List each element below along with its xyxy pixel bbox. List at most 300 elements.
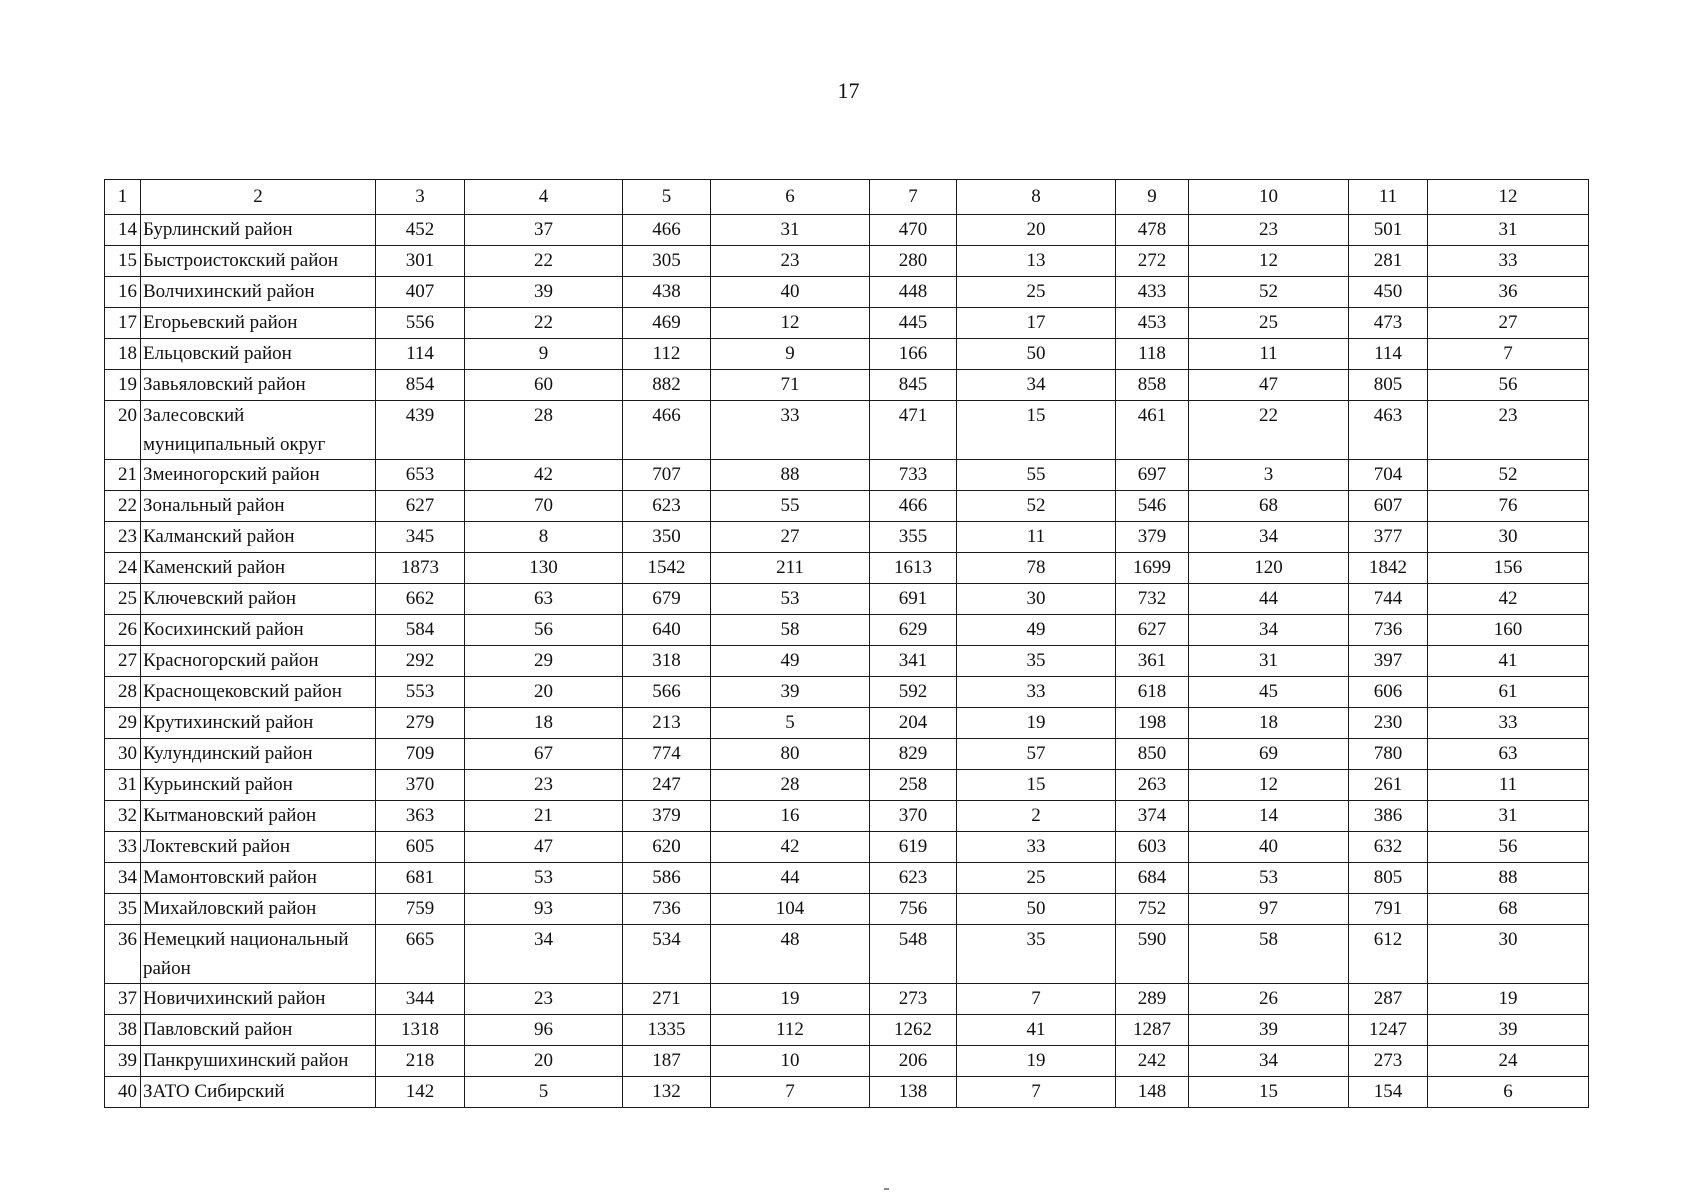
value-cell: 662 — [376, 584, 465, 615]
value-cell: 466 — [870, 491, 957, 522]
district-name-cell: Косихинский район — [141, 615, 376, 646]
district-name-cell: Крутихинский район — [141, 708, 376, 739]
row-number-cell: 31 — [105, 770, 141, 801]
row-number-cell: 23 — [105, 522, 141, 553]
table-row — [105, 491, 1589, 522]
value-cell: 27 — [711, 522, 870, 553]
value-cell: 187 — [623, 1046, 711, 1077]
district-name-cell: Немецкий национальный район — [141, 925, 376, 984]
column-number-cell: 5 — [623, 180, 711, 215]
value-cell: 49 — [711, 646, 870, 677]
value-cell: 213 — [623, 708, 711, 739]
value-cell: 548 — [870, 925, 957, 984]
value-cell: 154 — [1349, 1077, 1428, 1108]
value-cell: 88 — [1428, 863, 1589, 894]
table-row — [105, 246, 1589, 277]
value-cell: 805 — [1349, 370, 1428, 401]
value-cell: 68 — [1189, 491, 1349, 522]
value-cell: 471 — [870, 401, 957, 460]
value-cell: 114 — [376, 339, 465, 370]
value-cell: 63 — [1428, 739, 1589, 770]
value-cell: 19 — [1428, 984, 1589, 1015]
value-cell: 19 — [957, 1046, 1116, 1077]
value-cell: 24 — [1428, 1046, 1589, 1077]
value-cell: 242 — [1116, 1046, 1189, 1077]
value-cell: 882 — [623, 370, 711, 401]
value-cell: 586 — [623, 863, 711, 894]
value-cell: 7 — [957, 984, 1116, 1015]
district-name-cell: Завьяловский район — [141, 370, 376, 401]
table-row — [105, 553, 1589, 584]
value-cell: 279 — [376, 708, 465, 739]
value-cell: 450 — [1349, 277, 1428, 308]
value-cell: 11 — [957, 522, 1116, 553]
value-cell: 1699 — [1116, 553, 1189, 584]
table-row — [105, 770, 1589, 801]
value-cell: 355 — [870, 522, 957, 553]
value-cell: 1873 — [376, 553, 465, 584]
value-cell: 590 — [1116, 925, 1189, 984]
value-cell: 53 — [711, 584, 870, 615]
value-cell: 39 — [1189, 1015, 1349, 1046]
value-cell: 96 — [465, 1015, 623, 1046]
value-cell: 744 — [1349, 584, 1428, 615]
table-row — [105, 215, 1589, 246]
value-cell: 386 — [1349, 801, 1428, 832]
value-cell: 273 — [1349, 1046, 1428, 1077]
value-cell: 605 — [376, 832, 465, 863]
value-cell: 292 — [376, 646, 465, 677]
value-cell: 379 — [623, 801, 711, 832]
row-number-cell: 15 — [105, 246, 141, 277]
row-number-cell: 16 — [105, 277, 141, 308]
value-cell: 2 — [957, 801, 1116, 832]
row-number-cell: 22 — [105, 491, 141, 522]
table-row — [105, 522, 1589, 553]
value-cell: 629 — [870, 615, 957, 646]
district-name-cell: Быстроистокский район — [141, 246, 376, 277]
value-cell: 445 — [870, 308, 957, 339]
value-cell: 1842 — [1349, 553, 1428, 584]
value-cell: 112 — [711, 1015, 870, 1046]
value-cell: 20 — [465, 677, 623, 708]
value-cell: 438 — [623, 277, 711, 308]
value-cell: 854 — [376, 370, 465, 401]
row-number-cell: 29 — [105, 708, 141, 739]
value-cell: 623 — [870, 863, 957, 894]
column-number-cell: 10 — [1189, 180, 1349, 215]
value-cell: 606 — [1349, 677, 1428, 708]
value-cell: 45 — [1189, 677, 1349, 708]
district-name-cell: Волчихинский район — [141, 277, 376, 308]
value-cell: 12 — [1189, 770, 1349, 801]
value-cell: 69 — [1189, 739, 1349, 770]
value-cell: 60 — [465, 370, 623, 401]
table-row — [105, 984, 1589, 1015]
row-number-cell: 17 — [105, 308, 141, 339]
value-cell: 34 — [1189, 1046, 1349, 1077]
value-cell: 752 — [1116, 894, 1189, 925]
value-cell: 30 — [957, 584, 1116, 615]
value-cell: 120 — [1189, 553, 1349, 584]
value-cell: 8 — [465, 522, 623, 553]
value-cell: 23 — [465, 984, 623, 1015]
value-cell: 709 — [376, 739, 465, 770]
value-cell: 55 — [957, 460, 1116, 491]
table-row — [105, 677, 1589, 708]
value-cell: 26 — [1189, 984, 1349, 1015]
district-name-cell: Кулундинский район — [141, 739, 376, 770]
value-cell: 42 — [465, 460, 623, 491]
row-number-cell: 35 — [105, 894, 141, 925]
value-cell: 603 — [1116, 832, 1189, 863]
district-name-cell: Курьинский район — [141, 770, 376, 801]
value-cell: 439 — [376, 401, 465, 460]
table-row — [105, 894, 1589, 925]
value-cell: 7 — [711, 1077, 870, 1108]
value-cell: 34 — [465, 925, 623, 984]
district-name-cell: Павловский район — [141, 1015, 376, 1046]
value-cell: 272 — [1116, 246, 1189, 277]
row-number-cell: 25 — [105, 584, 141, 615]
value-cell: 33 — [957, 677, 1116, 708]
statistics-table — [104, 179, 1589, 1108]
value-cell: 1287 — [1116, 1015, 1189, 1046]
value-cell: 130 — [465, 553, 623, 584]
value-cell: 23 — [1428, 401, 1589, 460]
district-name-cell: Бурлинский район — [141, 215, 376, 246]
value-cell: 345 — [376, 522, 465, 553]
value-cell: 607 — [1349, 491, 1428, 522]
value-cell: 30 — [1428, 522, 1589, 553]
value-cell: 453 — [1116, 308, 1189, 339]
district-name-cell: Калманский район — [141, 522, 376, 553]
value-cell: 289 — [1116, 984, 1189, 1015]
value-cell: 452 — [376, 215, 465, 246]
value-cell: 67 — [465, 739, 623, 770]
value-cell: 49 — [957, 615, 1116, 646]
value-cell: 58 — [711, 615, 870, 646]
value-cell: 211 — [711, 553, 870, 584]
district-name-cell: ЗАТО Сибирский — [141, 1077, 376, 1108]
value-cell: 632 — [1349, 832, 1428, 863]
value-cell: 31 — [1428, 215, 1589, 246]
district-name-cell: Ельцовский район — [141, 339, 376, 370]
value-cell: 31 — [711, 215, 870, 246]
value-cell: 70 — [465, 491, 623, 522]
value-cell: 23 — [465, 770, 623, 801]
value-cell: 691 — [870, 584, 957, 615]
value-cell: 56 — [1428, 370, 1589, 401]
value-cell: 247 — [623, 770, 711, 801]
value-cell: 612 — [1349, 925, 1428, 984]
value-cell: 206 — [870, 1046, 957, 1077]
value-cell: 52 — [1428, 460, 1589, 491]
value-cell: 29 — [465, 646, 623, 677]
value-cell: 684 — [1116, 863, 1189, 894]
value-cell: 80 — [711, 739, 870, 770]
column-number-cell: 6 — [711, 180, 870, 215]
value-cell: 640 — [623, 615, 711, 646]
row-number-cell: 34 — [105, 863, 141, 894]
value-cell: 281 — [1349, 246, 1428, 277]
district-name-cell: Каменский район — [141, 553, 376, 584]
value-cell: 377 — [1349, 522, 1428, 553]
row-number-cell: 37 — [105, 984, 141, 1015]
value-cell: 160 — [1428, 615, 1589, 646]
table-row — [105, 801, 1589, 832]
district-name-cell: Локтевский район — [141, 832, 376, 863]
value-cell: 61 — [1428, 677, 1589, 708]
value-cell: 261 — [1349, 770, 1428, 801]
value-cell: 23 — [1189, 215, 1349, 246]
value-cell: 58 — [1189, 925, 1349, 984]
value-cell: 271 — [623, 984, 711, 1015]
value-cell: 850 — [1116, 739, 1189, 770]
value-cell: 34 — [1189, 522, 1349, 553]
column-number-cell: 9 — [1116, 180, 1189, 215]
value-cell: 47 — [465, 832, 623, 863]
value-cell: 397 — [1349, 646, 1428, 677]
value-cell: 33 — [1428, 708, 1589, 739]
row-number-cell: 33 — [105, 832, 141, 863]
value-cell: 104 — [711, 894, 870, 925]
value-cell: 273 — [870, 984, 957, 1015]
table-row — [105, 615, 1589, 646]
value-cell: 138 — [870, 1077, 957, 1108]
value-cell: 697 — [1116, 460, 1189, 491]
value-cell: 1335 — [623, 1015, 711, 1046]
value-cell: 33 — [957, 832, 1116, 863]
row-number-cell: 20 — [105, 401, 141, 460]
value-cell: 63 — [465, 584, 623, 615]
value-cell: 653 — [376, 460, 465, 491]
value-cell: 25 — [957, 277, 1116, 308]
value-cell: 1613 — [870, 553, 957, 584]
value-cell: 1318 — [376, 1015, 465, 1046]
value-cell: 623 — [623, 491, 711, 522]
value-cell: 118 — [1116, 339, 1189, 370]
value-cell: 57 — [957, 739, 1116, 770]
column-number-cell: 11 — [1349, 180, 1428, 215]
value-cell: 166 — [870, 339, 957, 370]
value-cell: 469 — [623, 308, 711, 339]
table-row — [105, 308, 1589, 339]
district-name-cell: Новичихинский район — [141, 984, 376, 1015]
value-cell: 379 — [1116, 522, 1189, 553]
value-cell: 566 — [623, 677, 711, 708]
value-cell: 361 — [1116, 646, 1189, 677]
value-cell: 466 — [623, 215, 711, 246]
value-cell: 1262 — [870, 1015, 957, 1046]
value-cell: 230 — [1349, 708, 1428, 739]
page-number: 17 — [837, 78, 860, 103]
value-cell: 584 — [376, 615, 465, 646]
table-row — [105, 277, 1589, 308]
value-cell: 25 — [1189, 308, 1349, 339]
table-row — [105, 1015, 1589, 1046]
table-row — [105, 832, 1589, 863]
value-cell: 6 — [1428, 1077, 1589, 1108]
value-cell: 20 — [465, 1046, 623, 1077]
row-number-cell: 27 — [105, 646, 141, 677]
value-cell: 44 — [1189, 584, 1349, 615]
table-row — [105, 739, 1589, 770]
row-number-cell: 40 — [105, 1077, 141, 1108]
value-cell: 845 — [870, 370, 957, 401]
column-number-cell: 8 — [957, 180, 1116, 215]
table-row — [105, 708, 1589, 739]
value-cell: 19 — [957, 708, 1116, 739]
value-cell: 681 — [376, 863, 465, 894]
table-row — [105, 460, 1589, 491]
row-number-cell: 14 — [105, 215, 141, 246]
value-cell: 114 — [1349, 339, 1428, 370]
table-row — [105, 1046, 1589, 1077]
row-number-cell: 32 — [105, 801, 141, 832]
value-cell: 9 — [465, 339, 623, 370]
table-body — [105, 180, 1589, 1108]
value-cell: 19 — [711, 984, 870, 1015]
value-cell: 52 — [957, 491, 1116, 522]
value-cell: 44 — [711, 863, 870, 894]
value-cell: 448 — [870, 277, 957, 308]
value-cell: 461 — [1116, 401, 1189, 460]
value-cell: 407 — [376, 277, 465, 308]
district-name-cell: Ключевский район — [141, 584, 376, 615]
value-cell: 27 — [1428, 308, 1589, 339]
value-cell: 40 — [711, 277, 870, 308]
value-cell: 280 — [870, 246, 957, 277]
column-number-cell: 1 — [105, 180, 141, 215]
value-cell: 148 — [1116, 1077, 1189, 1108]
row-number-cell: 26 — [105, 615, 141, 646]
district-name-cell: Зональный район — [141, 491, 376, 522]
value-cell: 42 — [711, 832, 870, 863]
district-name-cell: Егорьевский район — [141, 308, 376, 339]
value-cell: 52 — [1189, 277, 1349, 308]
value-cell: 50 — [957, 339, 1116, 370]
value-cell: 374 — [1116, 801, 1189, 832]
value-cell: 71 — [711, 370, 870, 401]
value-cell: 15 — [957, 401, 1116, 460]
value-cell: 263 — [1116, 770, 1189, 801]
value-cell: 534 — [623, 925, 711, 984]
value-cell: 665 — [376, 925, 465, 984]
value-cell: 93 — [465, 894, 623, 925]
value-cell: 22 — [1189, 401, 1349, 460]
column-number-cell: 12 — [1428, 180, 1589, 215]
value-cell: 33 — [711, 401, 870, 460]
district-name-cell: Змеиногорский район — [141, 460, 376, 491]
value-cell: 10 — [711, 1046, 870, 1077]
value-cell: 759 — [376, 894, 465, 925]
row-number-cell: 24 — [105, 553, 141, 584]
value-cell: 618 — [1116, 677, 1189, 708]
value-cell: 1247 — [1349, 1015, 1428, 1046]
value-cell: 473 — [1349, 308, 1428, 339]
district-name-cell: Краснощековский район — [141, 677, 376, 708]
value-cell: 34 — [1189, 615, 1349, 646]
value-cell: 33 — [1428, 246, 1589, 277]
table-row — [105, 401, 1589, 460]
value-cell: 97 — [1189, 894, 1349, 925]
column-number-cell: 4 — [465, 180, 623, 215]
value-cell: 829 — [870, 739, 957, 770]
value-cell: 704 — [1349, 460, 1428, 491]
value-cell: 31 — [1428, 801, 1589, 832]
value-cell: 204 — [870, 708, 957, 739]
value-cell: 47 — [1189, 370, 1349, 401]
value-cell: 9 — [711, 339, 870, 370]
value-cell: 142 — [376, 1077, 465, 1108]
column-number-cell: 7 — [870, 180, 957, 215]
value-cell: 301 — [376, 246, 465, 277]
table-row — [105, 1077, 1589, 1108]
table-row — [105, 646, 1589, 677]
value-cell: 592 — [870, 677, 957, 708]
value-cell: 22 — [465, 308, 623, 339]
value-cell: 350 — [623, 522, 711, 553]
value-cell: 344 — [376, 984, 465, 1015]
value-cell: 39 — [1428, 1015, 1589, 1046]
value-cell: 35 — [957, 925, 1116, 984]
scan-mark — [884, 1188, 889, 1190]
district-name-cell: Михайловский район — [141, 894, 376, 925]
row-number-cell: 21 — [105, 460, 141, 491]
value-cell: 466 — [623, 401, 711, 460]
value-cell: 23 — [711, 246, 870, 277]
row-number-cell: 39 — [105, 1046, 141, 1077]
table-row — [105, 370, 1589, 401]
value-cell: 39 — [465, 277, 623, 308]
value-cell: 34 — [957, 370, 1116, 401]
value-cell: 41 — [1428, 646, 1589, 677]
value-cell: 370 — [870, 801, 957, 832]
value-cell: 620 — [623, 832, 711, 863]
value-cell: 42 — [1428, 584, 1589, 615]
value-cell: 553 — [376, 677, 465, 708]
value-cell: 132 — [623, 1077, 711, 1108]
value-cell: 18 — [465, 708, 623, 739]
value-cell: 258 — [870, 770, 957, 801]
column-number-cell: 3 — [376, 180, 465, 215]
value-cell: 546 — [1116, 491, 1189, 522]
value-cell: 22 — [465, 246, 623, 277]
value-cell: 478 — [1116, 215, 1189, 246]
value-cell: 12 — [1189, 246, 1349, 277]
table-row — [105, 925, 1589, 984]
value-cell: 470 — [870, 215, 957, 246]
value-cell: 37 — [465, 215, 623, 246]
value-cell: 35 — [957, 646, 1116, 677]
value-cell: 11 — [1428, 770, 1589, 801]
value-cell: 627 — [376, 491, 465, 522]
value-cell: 14 — [1189, 801, 1349, 832]
value-cell: 50 — [957, 894, 1116, 925]
value-cell: 791 — [1349, 894, 1428, 925]
value-cell: 1542 — [623, 553, 711, 584]
value-cell: 28 — [711, 770, 870, 801]
value-cell: 370 — [376, 770, 465, 801]
value-cell: 36 — [1428, 277, 1589, 308]
value-cell: 3 — [1189, 460, 1349, 491]
value-cell: 287 — [1349, 984, 1428, 1015]
value-cell: 11 — [1189, 339, 1349, 370]
district-name-cell: Залесовский муниципальный округ — [141, 401, 376, 460]
value-cell: 736 — [623, 894, 711, 925]
value-cell: 17 — [957, 308, 1116, 339]
